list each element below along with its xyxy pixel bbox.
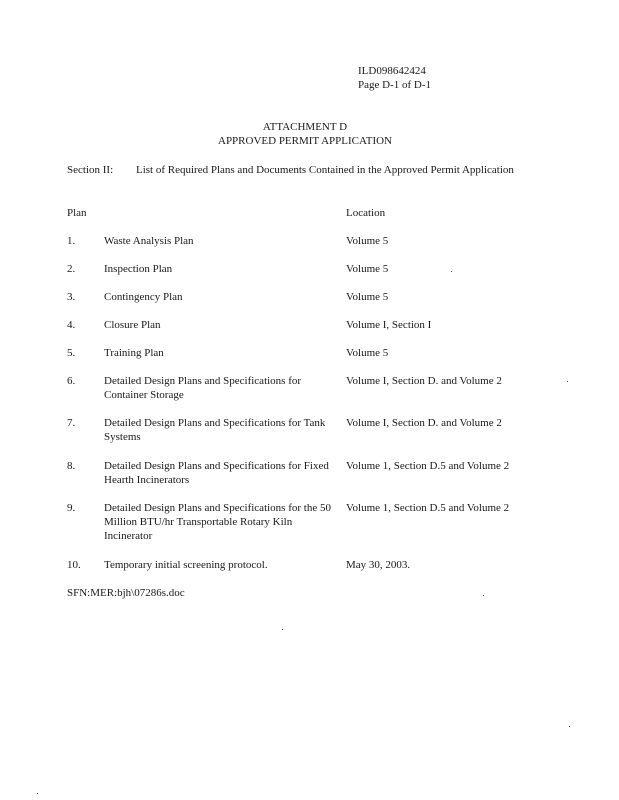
scan-speck bbox=[569, 726, 570, 727]
attachment-title: ATTACHMENT D bbox=[262, 121, 348, 133]
document-id: ILD098642424 bbox=[358, 65, 426, 77]
plan-location: Volume I, Section D. and Volume 2 bbox=[346, 417, 502, 429]
column-header-location: Location bbox=[346, 207, 386, 219]
scan-speck bbox=[567, 381, 568, 382]
plan-location: Volume 1, Section D.5 and Volume 2 bbox=[346, 460, 510, 472]
scan-speck bbox=[483, 595, 484, 596]
plan-number: 4. bbox=[67, 319, 76, 331]
plan-number: 10. bbox=[67, 559, 81, 571]
page-reference: Page D-1 of D-1 bbox=[358, 79, 432, 91]
scan-speck bbox=[451, 271, 452, 272]
plan-name: Training Plan bbox=[104, 347, 164, 359]
plan-number: 8. bbox=[67, 460, 76, 472]
plan-location: Volume 5 bbox=[346, 347, 389, 359]
plan-number: 5. bbox=[67, 347, 76, 359]
scan-speck bbox=[282, 629, 283, 630]
file-reference: SFN:MER:bjh\07286s.doc bbox=[67, 587, 185, 599]
plan-name: Temporary initial screening protocol. bbox=[104, 559, 268, 571]
plan-name: Detailed Design Plans and Specifications for Container Storage bbox=[104, 375, 302, 401]
section-label: Section II: bbox=[67, 164, 114, 176]
plan-name: Inspection Plan bbox=[104, 263, 173, 275]
plan-name: Waste Analysis Plan bbox=[104, 235, 194, 247]
plan-name: Detailed Design Plans and Specifications for Fixed Hearth Incinerators bbox=[104, 460, 329, 486]
column-header-plan: Plan bbox=[67, 207, 87, 219]
plan-number: 7. bbox=[67, 417, 76, 429]
plan-location: Volume 5 bbox=[346, 291, 389, 303]
plan-location: Volume I, Section D. and Volume 2 bbox=[346, 375, 502, 387]
plan-number: 3. bbox=[67, 291, 76, 303]
attachment-subtitle: APPROVED PERMIT APPLICATION bbox=[218, 135, 392, 147]
plan-name: Contingency Plan bbox=[104, 291, 183, 303]
plan-location: Volume 1, Section D.5 and Volume 2 bbox=[346, 502, 510, 514]
plan-name: Detailed Design Plans and Specifications for the 50 Million BTU/hr Transportable Rotary Kiln Incinerator bbox=[104, 502, 331, 542]
section-description: List of Required Plans and Documents Contained in the Approved Permit Application bbox=[136, 164, 514, 176]
plan-location: Volume 5 bbox=[346, 263, 389, 275]
plan-number: 2. bbox=[67, 263, 76, 275]
plan-location: May 30, 2003. bbox=[346, 559, 411, 571]
plan-number: 6. bbox=[67, 375, 76, 387]
plan-name: Closure Plan bbox=[104, 319, 161, 331]
plan-number: 1. bbox=[67, 235, 76, 247]
scan-speck bbox=[37, 793, 38, 794]
plan-name: Detailed Design Plans and Specifications for Tank Systems bbox=[104, 417, 326, 443]
plan-number: 9. bbox=[67, 502, 76, 514]
plan-location: Volume I, Section I bbox=[346, 319, 432, 331]
plan-location: Volume 5 bbox=[346, 235, 389, 247]
